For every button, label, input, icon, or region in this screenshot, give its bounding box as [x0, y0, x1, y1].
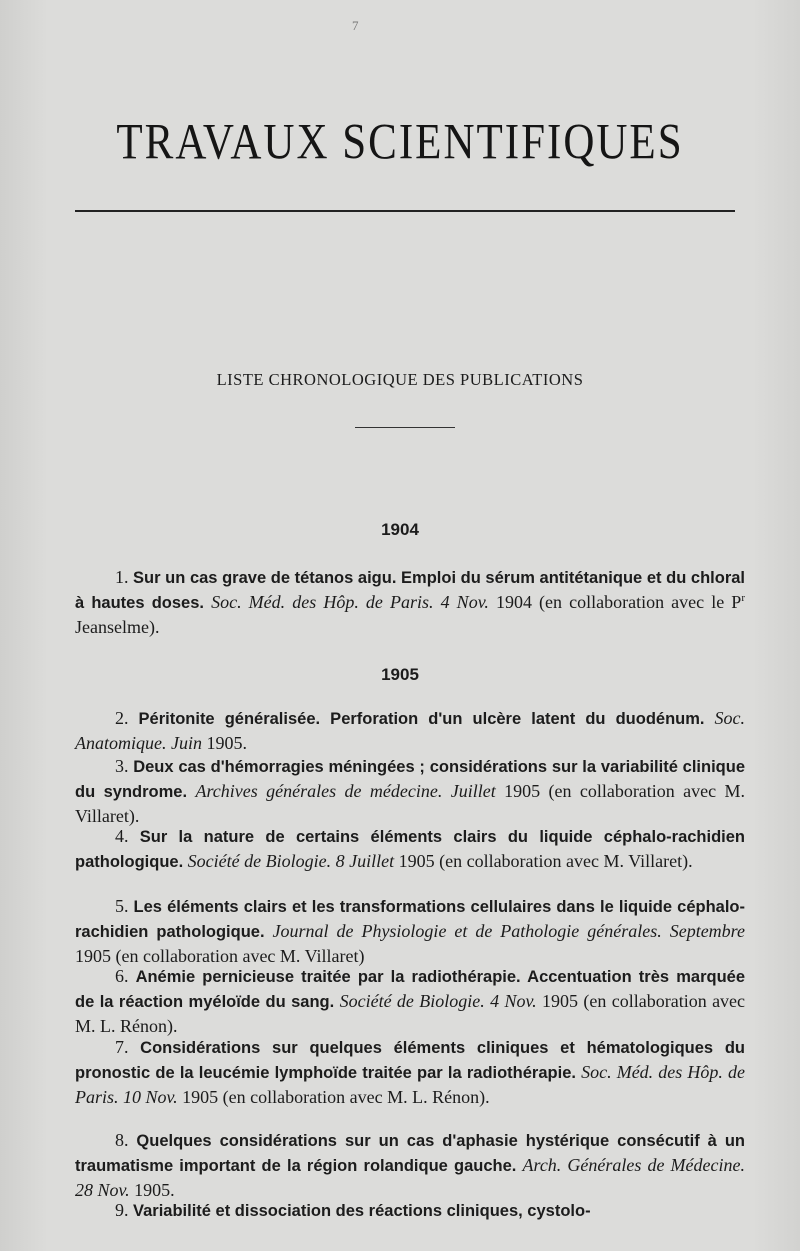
entry-source: Soc. Méd. des Hôp. de Paris. 4 Nov. — [211, 591, 489, 612]
entry-number: 8. — [115, 1130, 129, 1150]
entry-details: 1905. — [134, 1179, 175, 1200]
entry-details: 1905 (en collaboration avec M. Villaret). — [398, 850, 693, 871]
year-heading-1905: 1905 — [381, 665, 419, 684]
entry-title: Variabilité et dissociation des réactions cliniques, cystolo- — [133, 1202, 591, 1220]
publication-entry-9 — [75, 1199, 745, 1224]
entry-number: 9. — [115, 1200, 129, 1220]
entry-source: Arch. Générales de Médecine. 28 Nov. — [75, 1154, 746, 1200]
publication-entry-2 — [75, 707, 745, 756]
entry-title: Quelques considérations sur un cas d'aphasie hystérique consécutif à un traumatisme important de la région rolandique gauche. — [75, 1132, 746, 1175]
subtitle-rule — [355, 427, 455, 428]
entry-details: 1905 (en collaboration avec M. L. Rénon). — [182, 1086, 490, 1107]
entry-number: 4. — [115, 826, 129, 846]
entry-title: Considérations sur quelques éléments cliniques et hématologiques du pronostic de la leucémie lymphoïde traitée par la radiothérapie. — [75, 1039, 745, 1082]
title-rule — [75, 210, 735, 212]
entry-details: 1905 (en collaboration avec M. L. Rénon). — [75, 990, 746, 1036]
entry-number: 3. — [115, 756, 129, 776]
publication-entry-1 — [75, 566, 745, 639]
entry-title: Anémie pernicieuse traitée par la radiothérapie. Accentuation très marquée de la réaction myéloïde du sang. — [75, 968, 745, 1011]
entry-number: 6. — [115, 966, 129, 986]
publication-entry-8 — [75, 1129, 745, 1202]
entry-title: Péritonite généralisée. Perforation d'un ulcère latent du duodénum. — [138, 710, 705, 728]
year-heading-1904: 1904 — [381, 520, 419, 539]
entry-details: 1905 (en collaboration avec M. Villaret). — [75, 780, 746, 826]
entry-title: Sur la nature de certains éléments clairs du liquide céphalo-rachidien pathologique. — [75, 828, 745, 871]
entry-details: 1905. — [206, 732, 247, 753]
entry-number: 7. — [115, 1037, 129, 1057]
entry-title: Les éléments clairs et les transformations cellulaires dans le liquide céphalo-rachidien pathologique. — [75, 898, 745, 941]
entry-title: Sur un cas grave de tétanos aigu. Emploi du sérum antitétanique et du chloral à hautes doses. — [75, 569, 746, 612]
publication-entry-5 — [75, 895, 745, 968]
entry-details: 1905 (en collaboration avec M. Villaret) — [75, 945, 365, 966]
entry-number: 1. — [115, 567, 129, 587]
publication-entry-3 — [75, 755, 745, 828]
entry-number: 5. — [115, 896, 129, 916]
page-title: TRAVAUX SCIENTIFIQUES — [116, 114, 684, 171]
page-number: 7 — [352, 18, 359, 33]
entry-source: Soc. Méd. des Hôp. de Paris. 10 Nov. — [75, 1061, 745, 1107]
publication-entry-4 — [75, 825, 745, 875]
entry-source: Société de Biologie. 8 Juillet — [187, 850, 395, 871]
publication-entry-6 — [75, 965, 745, 1038]
entry-details-superscript: r — [741, 591, 745, 604]
section-subtitle: LISTE CHRONOLOGIQUE DES PUBLICATIONS — [216, 370, 584, 389]
entry-source: Soc. Anatomique. Juin — [75, 708, 746, 753]
entry-title: Deux cas d'hémorragies méningées ; considérations sur la variabilité clinique du syndrome. — [75, 758, 745, 801]
entry-source: Société de Biologie. 4 Nov. — [339, 990, 537, 1011]
publication-entry-7 — [75, 1036, 745, 1109]
entry-number: 2. — [115, 708, 129, 728]
entry-source: Archives générales de médecine. Juillet — [195, 780, 496, 801]
entry-source: Journal de Physiologie et de Pathologie générales. Septembre — [272, 920, 746, 941]
entry-details-end: Jeanselme). — [75, 616, 160, 637]
entry-details: 1904 (en collaboration avec le P — [495, 591, 742, 612]
